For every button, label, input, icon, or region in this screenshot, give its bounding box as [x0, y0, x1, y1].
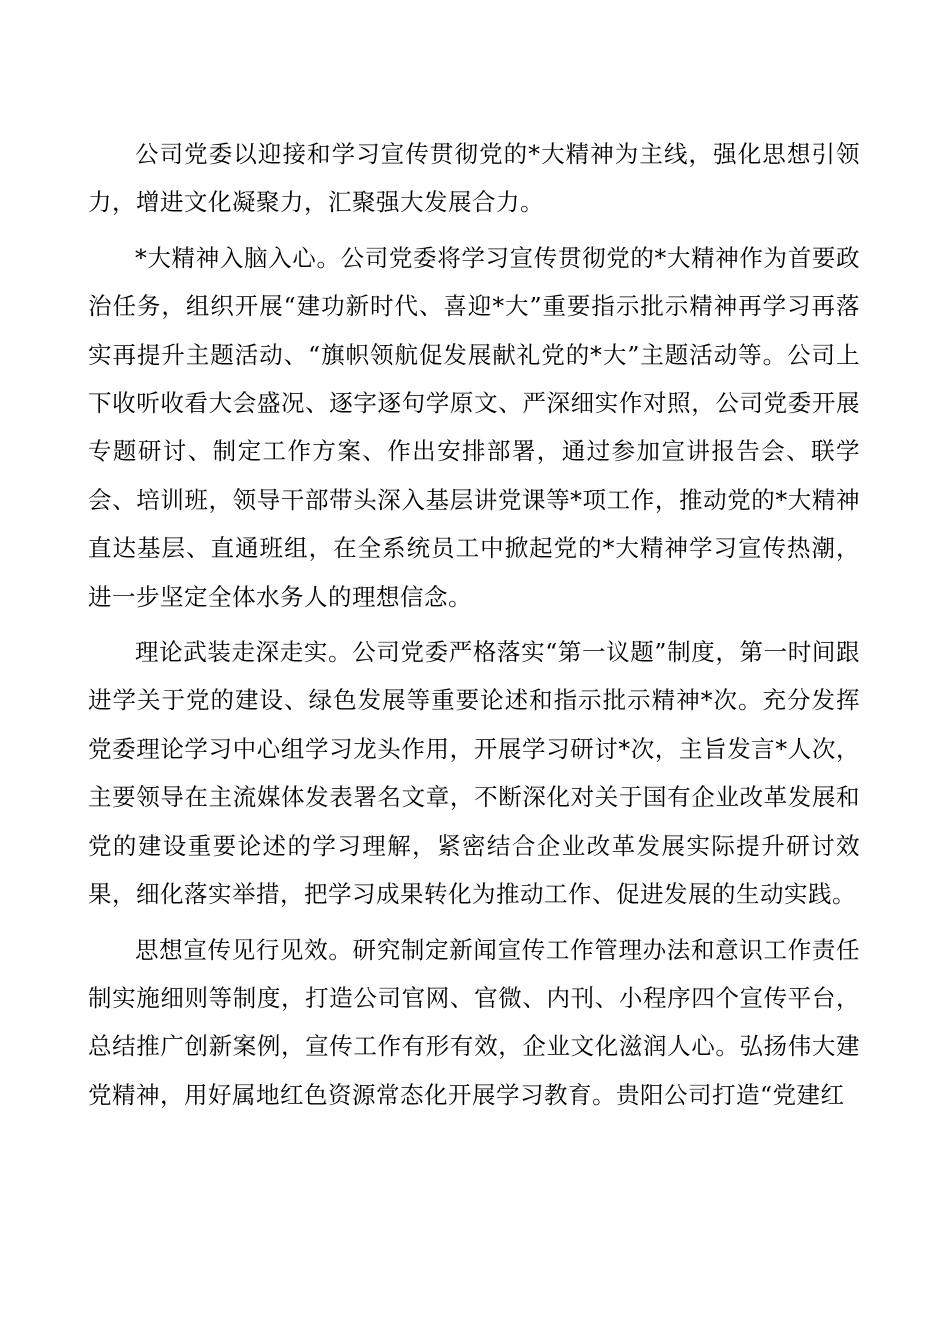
paragraph-theory: 理论武装走深走实。公司党委严格落实“第一议题”制度，第一时间跟进学关于党的建设、绿色发展等重要论述和指示批示精神*次。充分发挥党委理论学习中心组学习龙头作用，开展学习研讨*次，主旨发言*人次，主要领导在主流媒体发表署名文章，不断深化对关于国有企业改革发展和党的建设重要论述的学习理解，紧密结合企业改革发展实际提升研讨效果，细化落实举措，把学习成果转化为推动工作、促进发展的生动实践。 — [88, 638, 860, 909]
document-body — [88, 130, 860, 1119]
paragraph-publicity: 思想宣传见行见效。研究制定新闻宣传工作管理办法和意识工作责任制实施细则等制度，打造公司官网、官微、内刊、小程序四个宣传平台，总结推广创新案例，宣传工作有形有效，企业文化滋润人心。弘扬伟大建党精神，用好属地红色资源常态化开展学习教育。贵阳公司打造“党建红 — [88, 935, 860, 1109]
paragraph-spirit: *大精神入脑入心。公司党委将学习宣传贯彻党的*大精神作为首要政治任务，组织开展“建功新时代、喜迎*大”重要指示批示精神再学习再落实再提升主题活动、“旗帜领航促发展献礼党的*大”主题活动等。公司上下收听收看大会盛况、逐字逐句学原文、严深细实作对照，公司党委开展专题研讨、制定工作方案、作出安排部署，通过参加宣讲报告会、联学会、培训班，领导干部带头深入基层讲党课等*项工作，推动党的*大精神直达基层、直通班组，在全系统员工中掀起党的*大精神学习宣传热潮，进一步坚定全体水务人的理想信念。 — [88, 243, 860, 611]
paragraph-intro: 公司党委以迎接和学习宣传贯彻党的*大精神为主线，强化思想引领力，增进文化凝聚力，汇聚强大发展合力。 — [88, 140, 860, 217]
